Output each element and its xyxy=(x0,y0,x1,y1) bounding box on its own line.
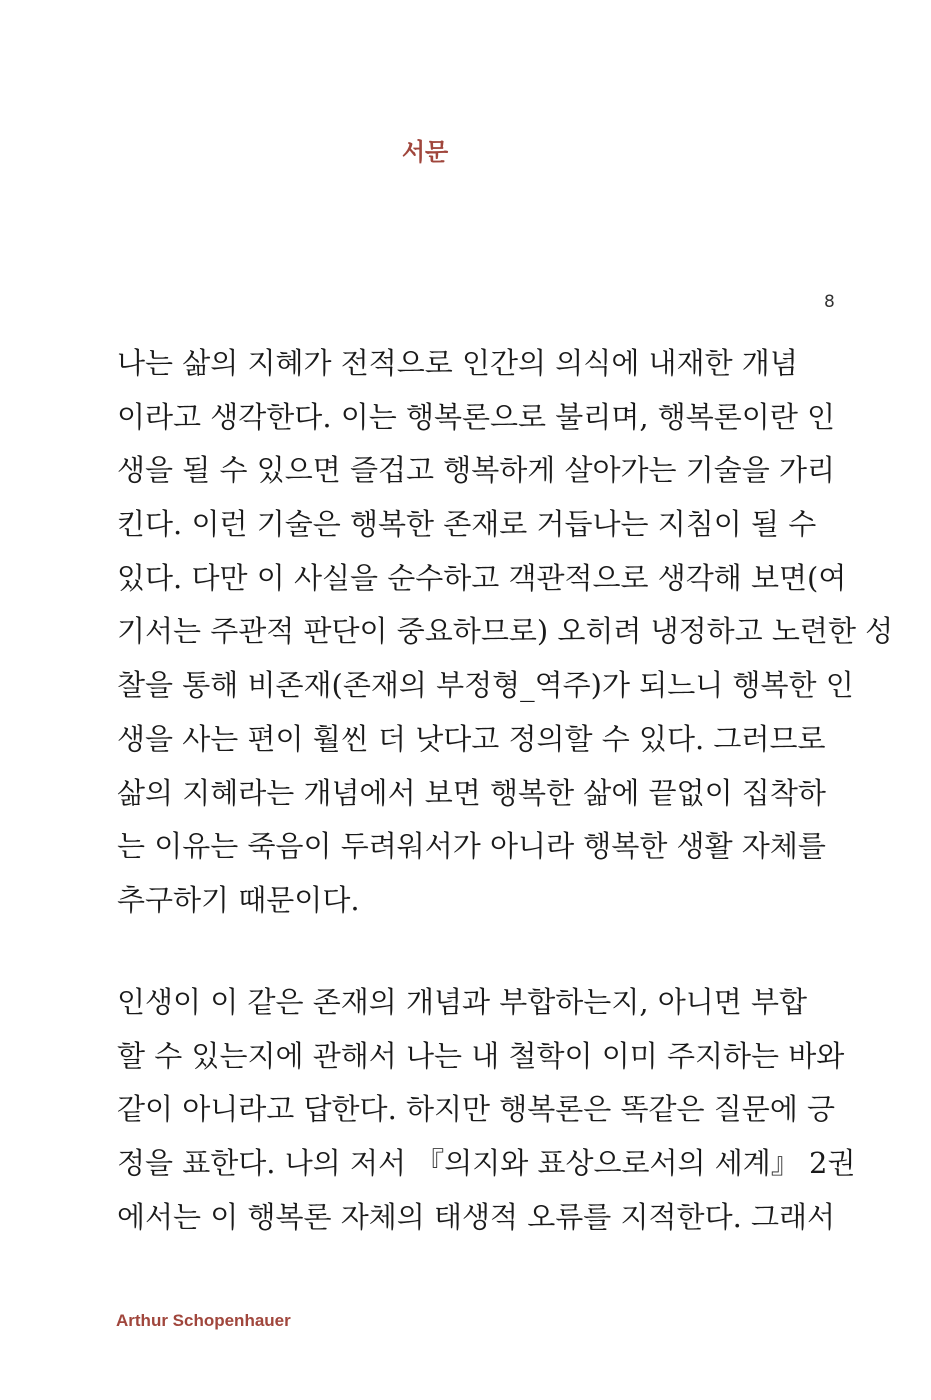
paragraph-2 xyxy=(117,976,856,1244)
text-line: 생을 사는 편이 훨씬 더 낫다고 정의할 수 있다. 그러므로 xyxy=(117,721,826,756)
paragraph-1 xyxy=(117,337,894,928)
text-line: 에서는 이 행복론 자체의 태생적 오류를 지적한다. 그래서 xyxy=(117,1199,836,1234)
text-line: 정을 표한다. 나의 저서 『의지와 표상으로서의 세계』 2권 xyxy=(117,1146,856,1181)
text-line: 이라고 생각한다. 이는 행복론으로 불리며, 행복론이란 인 xyxy=(117,399,836,434)
text-line: 기서는 주관적 판단이 중요하므로) 오히려 냉정하고 노련한 성 xyxy=(117,614,894,649)
text-line: 생을 될 수 있으면 즐겁고 행복하게 살아가는 기술을 가리 xyxy=(117,453,836,488)
text-line: 는 이유는 죽음이 두려워서가 아니라 행복한 생활 자체를 xyxy=(117,829,826,864)
footer-author: Arthur Schopenhauer xyxy=(116,1311,291,1330)
text-line: 나는 삶의 지혜가 전적으로 인간의 의식에 내재한 개념 xyxy=(117,346,798,380)
text-line: 찰을 통해 비존재(존재의 부정형_역주)가 되느니 행복한 인 xyxy=(117,668,854,703)
text-line: 추구하기 때문이다. xyxy=(117,882,360,917)
text-line: 킨다. 이런 기술은 행복한 존재로 거듭나는 지침이 될 수 xyxy=(117,507,817,542)
text-line: 있다. 다만 이 사실을 순수하고 객관적으로 생각해 보면(여 xyxy=(117,560,847,595)
text-line: 할 수 있는지에 관해서 나는 내 철학이 이미 주지하는 바와 xyxy=(117,1038,845,1073)
text-line: 같이 아니라고 답한다. 하지만 행복론은 똑같은 질문에 긍 xyxy=(117,1092,836,1127)
text-line: 인생이 이 같은 존재의 개념과 부합하는지, 아니면 부합 xyxy=(117,985,808,1019)
page-number: 8 xyxy=(824,292,835,312)
text-line: 삶의 지혜라는 개념에서 보면 행복한 삶에 끝없이 집착하 xyxy=(117,775,826,810)
section-title: 서문 xyxy=(401,138,449,166)
